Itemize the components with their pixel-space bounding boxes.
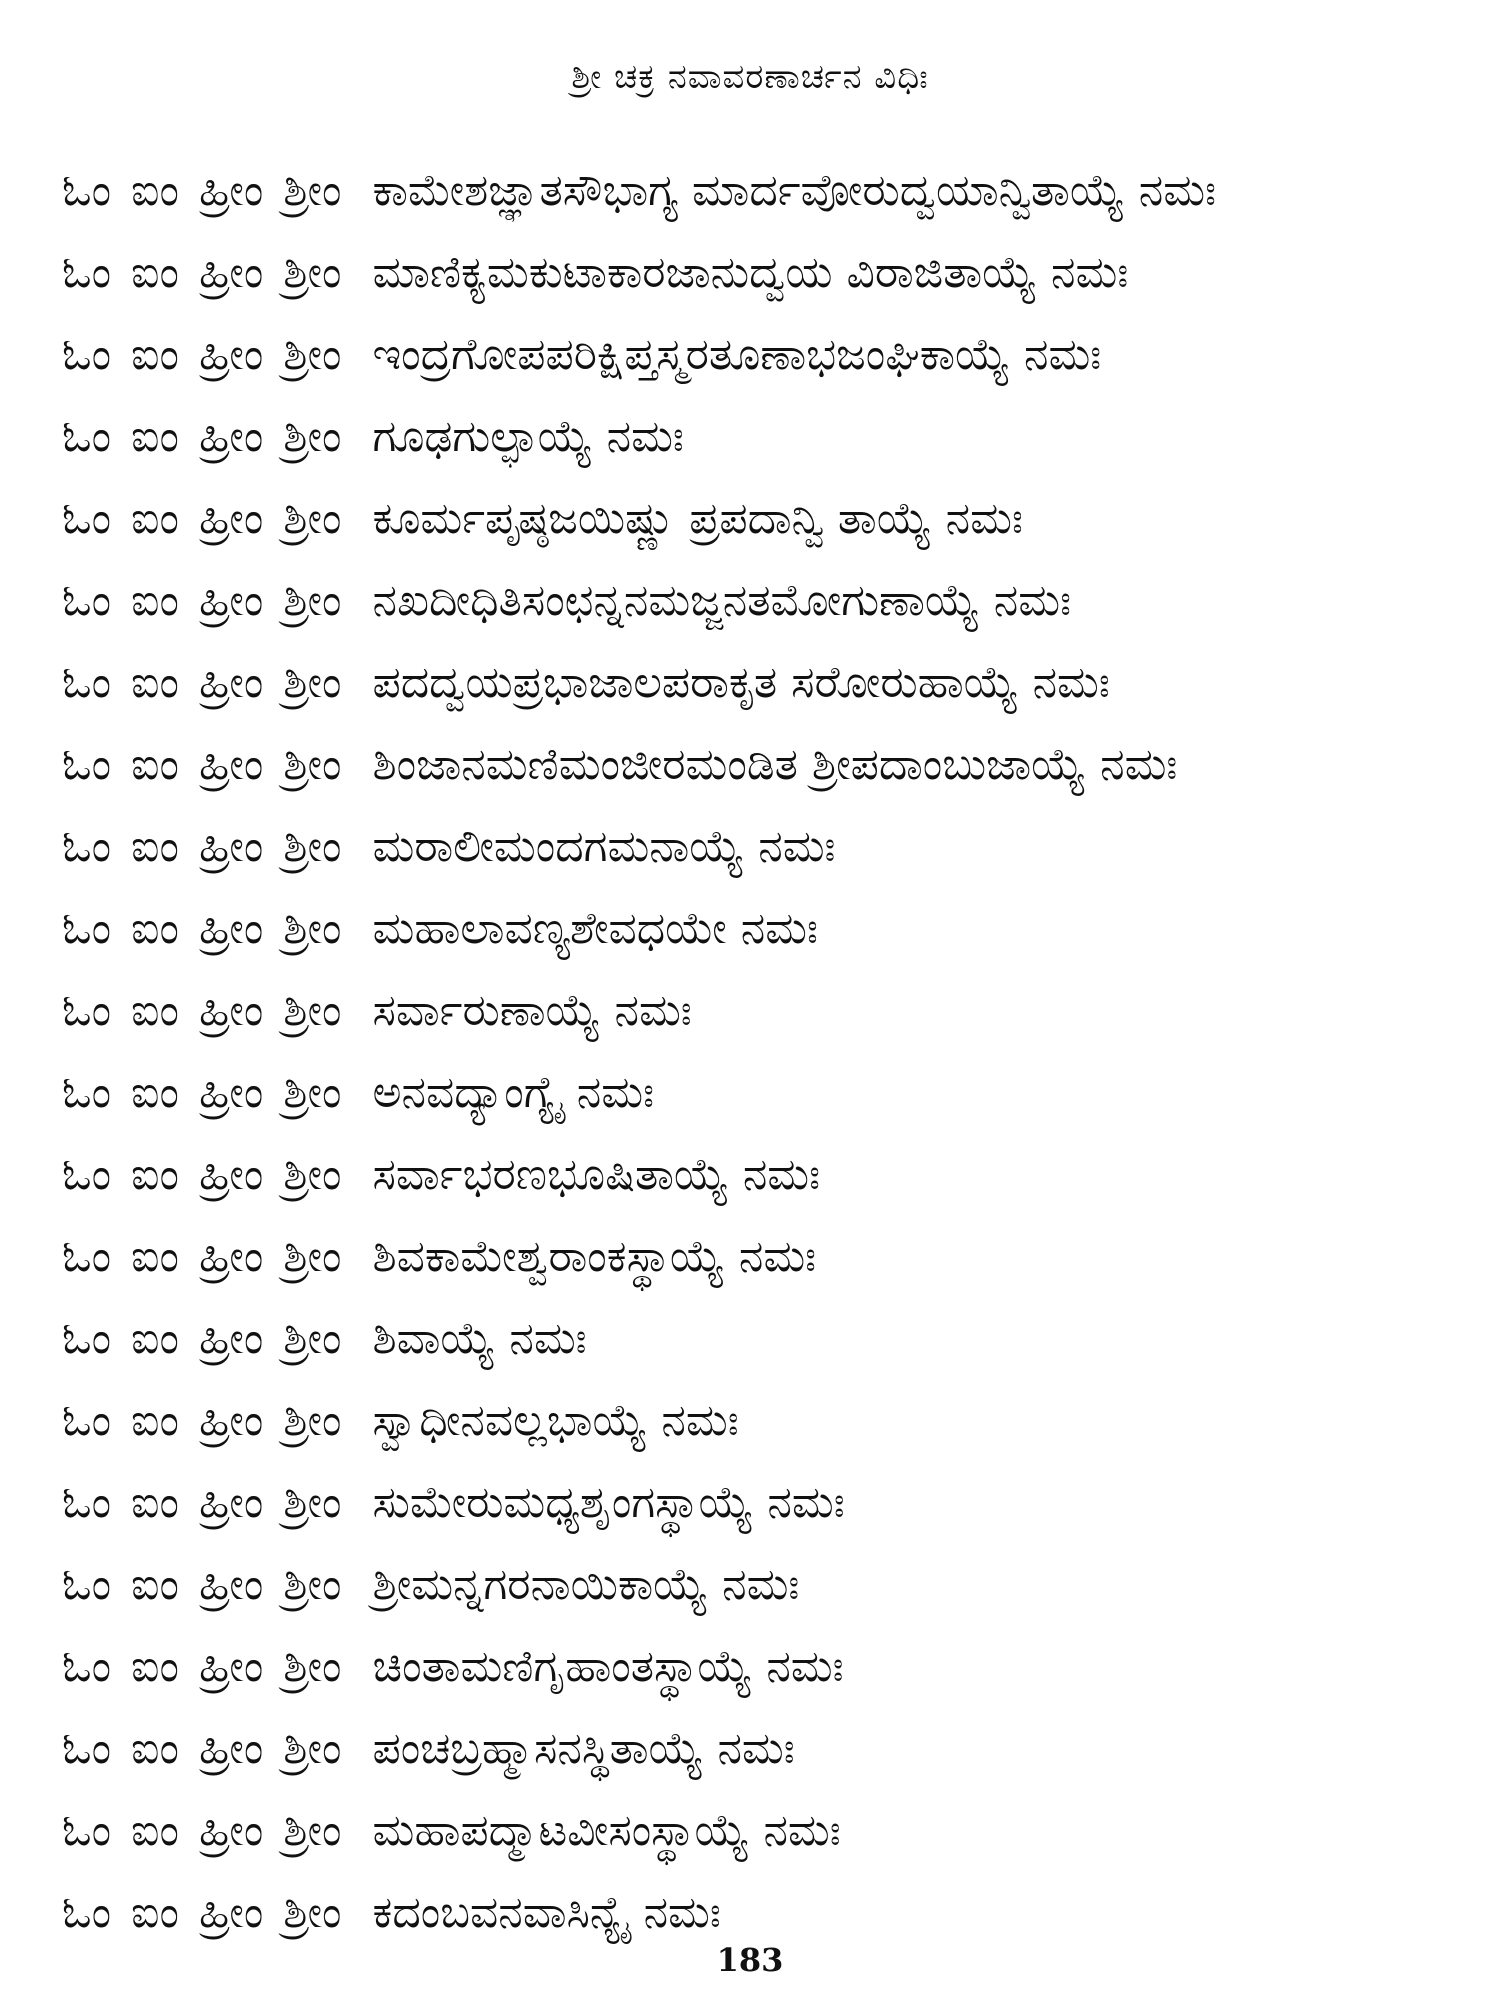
mantra-name: ಅನವದ್ಯಾಂಗ್ಯೈ ನಮಃ (372, 1067, 655, 1118)
mantra-prefix: ಓಂ ಐಂ ಹ್ರೀಂ ಶ್ರೀಂ (62, 247, 345, 298)
mantra-prefix: ಓಂ ಐಂ ಹ್ರೀಂ ಶ್ರೀಂ (62, 1559, 345, 1610)
mantra-prefix: ಓಂ ಐಂ ಹ್ರೀಂ ಶ್ರೀಂ (62, 903, 345, 954)
mantra-name: ಮಹಾಪದ್ಮಾಟವೀಸಂಸ್ಥಾಯ್ಯೆ ನಮಃ (372, 1805, 841, 1856)
mantra-name: ಸರ್ವಾಭರಣಭೂಷಿತಾಯ್ಯೆ ನಮಃ (372, 1149, 821, 1200)
mantra-line (62, 806, 1462, 888)
mantra-line (62, 396, 1462, 478)
mantra-prefix: ಓಂ ಐಂ ಹ್ರೀಂ ಶ್ರೀಂ (62, 985, 345, 1036)
mantra-prefix: ಓಂ ಐಂ ಹ್ರೀಂ ಶ್ರೀಂ (62, 575, 345, 626)
mantra-line (62, 1708, 1462, 1790)
mantra-prefix: ಓಂ ಐಂ ಹ್ರೀಂ ಶ್ರೀಂ (62, 165, 345, 216)
mantra-name: ಚಿಂತಾಮಣಿಗೃಹಾಂತಸ್ಥಾಯ್ಯೆ ನಮಃ (372, 1641, 844, 1692)
mantra-name: ಶ್ರೀಮನ್ನಗರನಾಯಿಕಾಯ್ಯೆ ನಮಃ (372, 1559, 800, 1610)
mantra-name: ಕಾಮೇಶಜ್ಞಾತಸೌಭಾಗ್ಯ ಮಾರ್ದವೋರುದ್ವಯಾನ್ವಿತಾಯ್ಯೆ ನಮಃ (372, 165, 1217, 216)
mantra-line (62, 478, 1462, 560)
mantra-line (62, 1380, 1462, 1462)
mantra-line (62, 888, 1462, 970)
mantra-prefix: ಓಂ ಐಂ ಹ್ರೀಂ ಶ್ರೀಂ (62, 1641, 345, 1692)
mantra-line (62, 150, 1462, 232)
mantra-line (62, 1790, 1462, 1872)
mantra-prefix: ಓಂ ಐಂ ಹ್ರೀಂ ಶ್ರೀಂ (62, 1067, 345, 1118)
mantra-prefix: ಓಂ ಐಂ ಹ್ರೀಂ ಶ್ರೀಂ (62, 493, 345, 544)
mantra-prefix: ಓಂ ಐಂ ಹ್ರೀಂ ಶ್ರೀಂ (62, 1477, 345, 1528)
mantra-prefix: ಓಂ ಐಂ ಹ್ರೀಂ ಶ್ರೀಂ (62, 1723, 345, 1774)
mantra-line (62, 560, 1462, 642)
mantra-name: ಮಾಣಿಕ್ಯಮಕುಟಾಕಾರಜಾನುದ್ವಯ ವಿರಾಜಿತಾಯ್ಯೆ ನಮಃ (372, 247, 1129, 298)
mantra-line (62, 1216, 1462, 1298)
mantra-name: ಮಹಾಲಾವಣ್ಯಶೇವಧಯೇ ನಮಃ (372, 903, 818, 954)
mantra-name: ಇಂದ್ರಗೋಪಪರಿಕ್ಷಿಪ್ತಸ್ಮರತೂಣಾಭಜಂಘಿಕಾಯ್ಯೆ ನಮಃ (372, 329, 1102, 380)
mantra-line (62, 1544, 1462, 1626)
mantra-prefix: ಓಂ ಐಂ ಹ್ರೀಂ ಶ್ರೀಂ (62, 329, 345, 380)
mantra-line (62, 642, 1462, 724)
mantra-line (62, 314, 1462, 396)
mantra-name: ಮರಾಲೀಮಂದಗಮನಾಯ್ಯೆ ನಮಃ (372, 821, 836, 872)
mantra-name: ನಖದೀಧಿತಿಸಂಛನ್ನನಮಜ್ಜನತಮೋಗುಣಾಯ್ಯೆ ನಮಃ (372, 575, 1072, 626)
page-title: ಶ್ರೀ ಚಕ್ರ ನವಾವರಣಾರ್ಚನ ವಿಧಿಃ (571, 57, 929, 97)
mantra-line (62, 724, 1462, 806)
mantra-name: ಕದಂಬವನವಾಸಿನ್ಯೈ ನಮಃ (372, 1887, 721, 1938)
mantra-line (62, 1626, 1462, 1708)
mantra-name: ಕೂರ್ಮಪೃಷ್ಠಜಯಿಷ್ಣು ಪ್ರಪದಾನ್ವಿ ತಾಯ್ಯೆ ನಮಃ (372, 493, 1023, 544)
mantra-prefix: ಓಂ ಐಂ ಹ್ರೀಂ ಶ್ರೀಂ (62, 1887, 345, 1938)
mantra-name: ಶಿಂಜಾನಮಣಿಮಂಜೀರಮಂಡಿತ ಶ್ರೀಪದಾಂಬುಜಾಯ್ಯೆ ನಮಃ (372, 739, 1178, 790)
mantra-line (62, 1462, 1462, 1544)
mantra-name: ಪಂಚಬ್ರಹ್ಮಾಸನಸ್ಥಿತಾಯ್ಯೆ ನಮಃ (372, 1723, 795, 1774)
mantra-line (62, 232, 1462, 314)
mantra-list (62, 150, 1462, 1954)
mantra-line (62, 1298, 1462, 1380)
mantra-prefix: ಓಂ ಐಂ ಹ್ರೀಂ ಶ್ರೀಂ (62, 1231, 345, 1282)
mantra-prefix: ಓಂ ಐಂ ಹ್ರೀಂ ಶ್ರೀಂ (62, 657, 345, 708)
mantra-name: ಪದದ್ವಯಪ್ರಭಾಜಾಲಪರಾಕೃತ ಸರೋರುಹಾಯ್ಯೆ ನಮಃ (372, 657, 1110, 708)
page-number: 183 (716, 1941, 784, 1979)
mantra-line (62, 1134, 1462, 1216)
mantra-name: ಸ್ವಾಧೀನವಲ್ಲಭಾಯ್ಯೆ ನಮಃ (372, 1395, 739, 1446)
mantra-prefix: ಓಂ ಐಂ ಹ್ರೀಂ ಶ್ರೀಂ (62, 821, 345, 872)
mantra-name: ಗೂಢಗುಲ್ಫಾಯ್ಯೆ ನಮಃ (372, 411, 684, 462)
mantra-name: ಸರ್ವಾರುಣಾಯ್ಯೆ ನಮಃ (372, 985, 692, 1036)
mantra-name: ಶಿವಕಾಮೇಶ್ವರಾಂಕಸ್ಥಾಯ್ಯೆ ನಮಃ (372, 1231, 817, 1282)
mantra-line (62, 970, 1462, 1052)
mantra-prefix: ಓಂ ಐಂ ಹ್ರೀಂ ಶ್ರೀಂ (62, 1313, 345, 1364)
mantra-prefix: ಓಂ ಐಂ ಹ್ರೀಂ ಶ್ರೀಂ (62, 411, 345, 462)
mantra-name: ಶಿವಾಯ್ಯೆ ನಮಃ (372, 1313, 587, 1364)
mantra-prefix: ಓಂ ಐಂ ಹ್ರೀಂ ಶ್ರೀಂ (62, 1805, 345, 1856)
mantra-prefix: ಓಂ ಐಂ ಹ್ರೀಂ ಶ್ರೀಂ (62, 1149, 345, 1200)
mantra-prefix: ಓಂ ಐಂ ಹ್ರೀಂ ಶ್ರೀಂ (62, 1395, 345, 1446)
mantra-line (62, 1052, 1462, 1134)
mantra-name: ಸುಮೇರುಮಧ್ಯಶೃಂಗಸ್ಥಾಯ್ಯೆ ನಮಃ (372, 1477, 845, 1528)
mantra-prefix: ಓಂ ಐಂ ಹ್ರೀಂ ಶ್ರೀಂ (62, 739, 345, 790)
